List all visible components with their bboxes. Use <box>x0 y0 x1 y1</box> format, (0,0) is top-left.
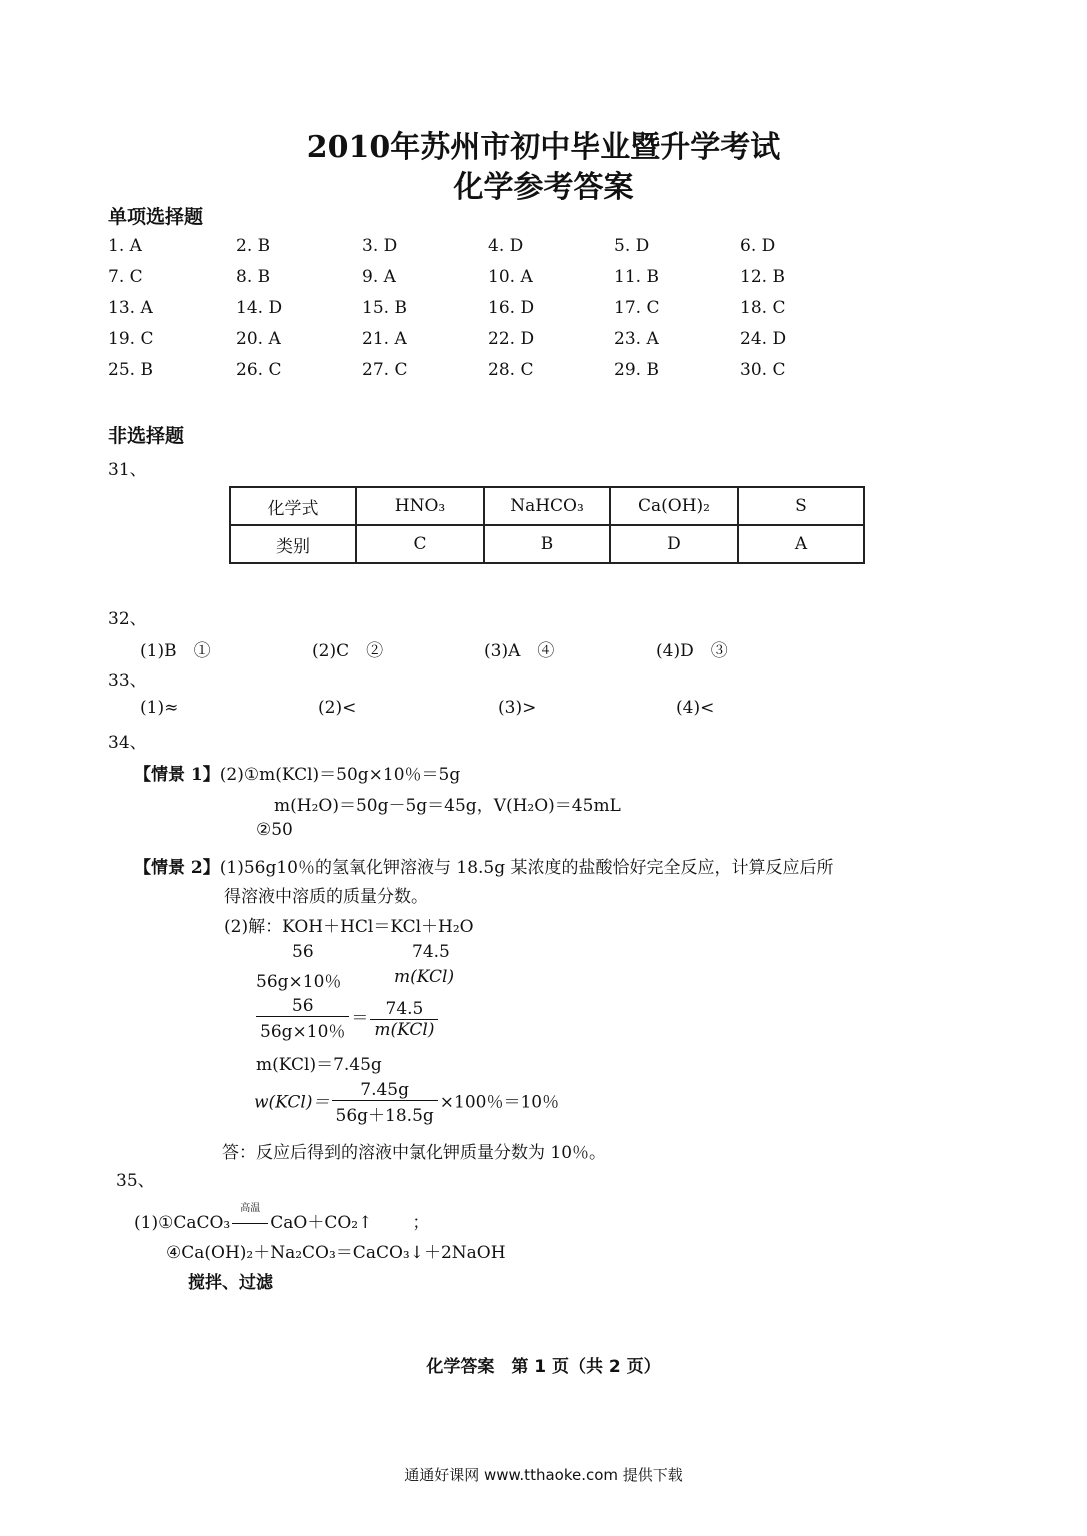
mc-answer: 2. B <box>236 236 271 256</box>
mc-answer: 8. B <box>236 267 271 287</box>
molar-mass-koh: 56 <box>292 942 314 962</box>
table-cell: C <box>356 525 484 563</box>
molar-mass-kcl: 74.5 <box>412 942 450 962</box>
mc-answer: 15. B <box>362 298 407 318</box>
table-cell: B <box>484 525 610 563</box>
table-header-cell: 化学式 <box>230 487 356 525</box>
w-prefix: w(KCl)＝ <box>254 1092 330 1113</box>
q31-table <box>229 486 865 564</box>
mc-answer: 10. A <box>488 267 533 287</box>
table-cell: Ca(OH)₂ <box>610 487 738 525</box>
mc-answer: 24. D <box>740 329 787 349</box>
scenario1-line1: (2)①m(KCl)＝50g×10％＝5g <box>219 765 461 785</box>
q33-answer: (4)< <box>676 698 715 718</box>
q34-label: 34、 <box>108 733 147 753</box>
page-subtitle: 化学参考答案 <box>453 170 634 205</box>
mc-answer: 6. D <box>740 236 776 256</box>
products: CaO＋CO₂↑ <box>270 1213 373 1233</box>
section-free-response: 非选择题 <box>108 425 185 447</box>
mc-answer: 18. C <box>740 298 786 318</box>
mc-answer: 1. A <box>108 236 142 256</box>
reaction-arrow <box>232 1223 268 1224</box>
mc-answer: 19. C <box>108 329 154 349</box>
mc-answer: 12. B <box>740 267 785 287</box>
q34-scenario1 <box>134 760 460 785</box>
mc-answer: 25. B <box>108 360 153 380</box>
numerator: 7.45g <box>332 1080 438 1101</box>
q33-answer: (2)< <box>318 698 357 718</box>
q31-label: 31、 <box>108 460 147 480</box>
table-cell: A <box>738 525 864 563</box>
mc-answer: 11. B <box>614 267 659 287</box>
table-row <box>230 525 864 563</box>
page-title: 2010年苏州市初中毕业暨升学考试 <box>306 130 781 165</box>
mc-answer: 28. C <box>488 360 534 380</box>
section-multiple-choice: 单项选择题 <box>108 206 204 228</box>
kcl-mass-result: m(KCl)＝7.45g <box>256 1055 382 1075</box>
scenario2-tag: 【情景 2】 <box>134 858 220 878</box>
w-suffix: ×100％＝10％ <box>439 1092 560 1113</box>
scenario2-line2: 得溶液中溶质的质量分数。 <box>224 887 428 907</box>
mc-answer: 14. D <box>236 298 283 318</box>
mc-answer: 17. C <box>614 298 660 318</box>
mc-answer: 26. C <box>236 360 282 380</box>
table-header-cell: 类别 <box>230 525 356 563</box>
condition-label: 高温 <box>240 1203 261 1214</box>
table-cell: S <box>738 487 864 525</box>
q32-answer: (1)B ① <box>140 641 211 661</box>
separator: ； <box>412 1213 430 1233</box>
q33-answer: (3)> <box>498 698 537 718</box>
table-row <box>230 487 864 525</box>
download-credit: 通通好课网 www.tthaoke.com 提供下载 <box>404 1466 683 1484</box>
denominator: 56g×10％ <box>260 1022 346 1042</box>
page-footer: 化学答案 第 1 页（共 2 页） <box>426 1357 661 1377</box>
mc-answer: 30. C <box>740 360 786 380</box>
denominator: 56g＋18.5g <box>335 1106 434 1126</box>
numerator: 56 <box>256 996 349 1017</box>
unknown-kcl: m(KCl) <box>394 967 455 987</box>
mc-answer: 23. A <box>614 329 659 349</box>
mc-answer: 21. A <box>362 329 407 349</box>
numerator: 74.5 <box>370 999 438 1020</box>
reactant: (1)①CaCO₃ <box>134 1213 231 1233</box>
mc-answer: 4. D <box>488 236 524 256</box>
mc-answer: 16. D <box>488 298 535 318</box>
table-cell: D <box>610 525 738 563</box>
mc-answer: 9. A <box>362 267 396 287</box>
scenario2-line3: (2)解：KOH＋HCl＝KCl＋H₂O <box>224 917 474 937</box>
reaction-condition <box>230 1203 270 1233</box>
denominator: m(KCl) <box>374 1019 435 1040</box>
mc-answer: 27. C <box>362 360 408 380</box>
q33-label: 33、 <box>108 671 147 691</box>
mc-answer: 13. A <box>108 298 153 318</box>
q34-final-answer: 答：反应后得到的溶液中氯化钾质量分数为 10％。 <box>222 1143 607 1163</box>
mc-answer: 7. C <box>108 267 143 287</box>
mc-answer: 29. B <box>614 360 659 380</box>
proportion-equation <box>254 996 440 1042</box>
table-cell: NaHCO₃ <box>484 487 610 525</box>
given-koh: 56g×10％ <box>256 972 342 992</box>
q33-answer: (1)≈ <box>140 698 179 718</box>
equals-sign: ＝ <box>351 1008 369 1029</box>
q35-equation1 <box>134 1203 430 1233</box>
mass-fraction-equation <box>254 1080 559 1126</box>
fraction <box>370 999 438 1040</box>
scenario1-line3: ②50 <box>256 820 293 840</box>
q32-answer: (3)A ④ <box>484 641 555 661</box>
scenario1-tag: 【情景 1】 <box>134 765 220 785</box>
mc-answer: 5. D <box>614 236 650 256</box>
q34-scenario2 <box>134 853 834 878</box>
q35-operation: 搅拌、过滤 <box>188 1273 273 1293</box>
q32-answer: (2)C ② <box>312 641 384 661</box>
scenario2-line1: (1)56g10％的氢氧化钾溶液与 18.5g 某浓度的盐酸恰好完全反应，计算反应后所 <box>219 858 834 878</box>
q35-label: 35、 <box>116 1171 155 1191</box>
q32-label: 32、 <box>108 609 147 629</box>
scenario1-line2: m(H₂O)＝50g－5g＝45g，V(H₂O)＝45mL <box>274 796 621 816</box>
mc-answer: 20. A <box>236 329 281 349</box>
q32-answer: (4)D ③ <box>656 641 728 661</box>
fraction <box>332 1080 438 1126</box>
fraction <box>256 996 349 1042</box>
table-cell: HNO₃ <box>356 487 484 525</box>
mc-answer: 22. D <box>488 329 535 349</box>
mc-answer: 3. D <box>362 236 398 256</box>
q35-equation2: ④Ca(OH)₂＋Na₂CO₃＝CaCO₃↓＋2NaOH <box>166 1243 506 1263</box>
